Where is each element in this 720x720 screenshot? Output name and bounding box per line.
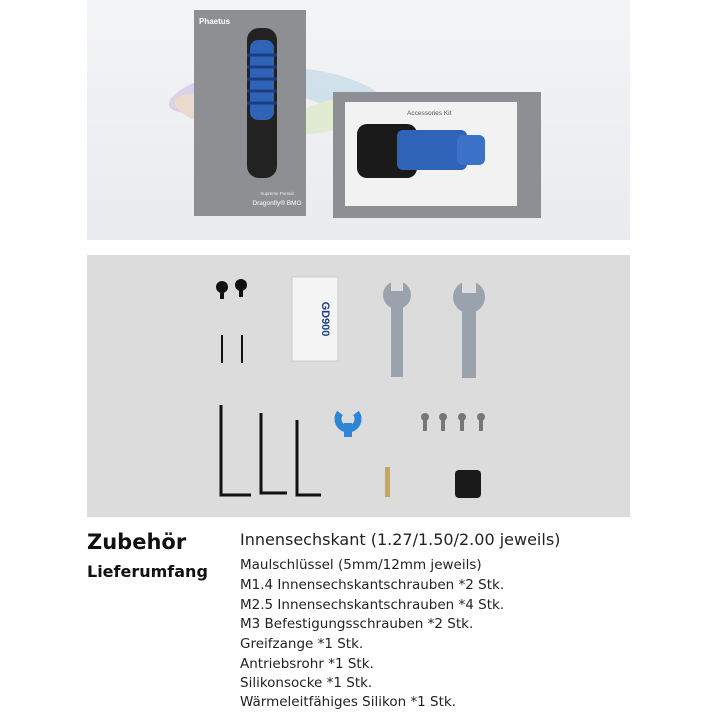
silicone-sock — [455, 470, 481, 498]
list-item: M1.4 Innensechskantschrauben *2 Stk. — [240, 577, 505, 593]
brand-label: Phaetus — [199, 17, 231, 26]
list-item: Maulschlüssel (5mm/12mm jeweils) — [240, 557, 482, 573]
list-item: M3 Befestigungsschrauben *2 Stk. — [240, 616, 474, 632]
accessories-photo — [87, 255, 630, 517]
product-photo — [87, 0, 630, 240]
screws-m1-4 — [221, 335, 243, 363]
list-item: Wärmeleitfähiges Silikon *1 Stk. — [240, 694, 457, 710]
kit-label: Accessories Kit — [407, 110, 452, 117]
thermal-paste-packet — [292, 277, 338, 361]
hotend-heatsink — [247, 40, 277, 120]
section-heading: Zubehör — [87, 530, 187, 554]
paste-label: GD900 — [319, 301, 331, 337]
wrench-icon — [383, 277, 485, 378]
screws-m2-5 — [421, 413, 485, 431]
accessories-illustration — [87, 255, 630, 517]
product-label: Dragonfly® BMO — [252, 200, 302, 207]
clip-pliers — [338, 413, 358, 437]
list-item: Silikonsocke *1 Stk. — [240, 675, 373, 691]
screws-m3 — [216, 279, 247, 299]
list-item: M2.5 Innensechskantschrauben *4 Stk. — [240, 597, 505, 613]
hex-keys — [221, 405, 321, 495]
list-item: Antriebsrohr *1 Stk. — [240, 656, 374, 672]
section-subheading: Lieferumfang — [87, 562, 208, 581]
product-illustration — [87, 0, 630, 240]
drive-tube — [385, 467, 390, 497]
list-item: Innensechskant (1.27/1.50/2.00 jeweils) — [240, 530, 561, 549]
list-item: Greifzange *1 Stk. — [240, 636, 364, 652]
tagline-label: Supreme Pursuit — [260, 191, 294, 196]
